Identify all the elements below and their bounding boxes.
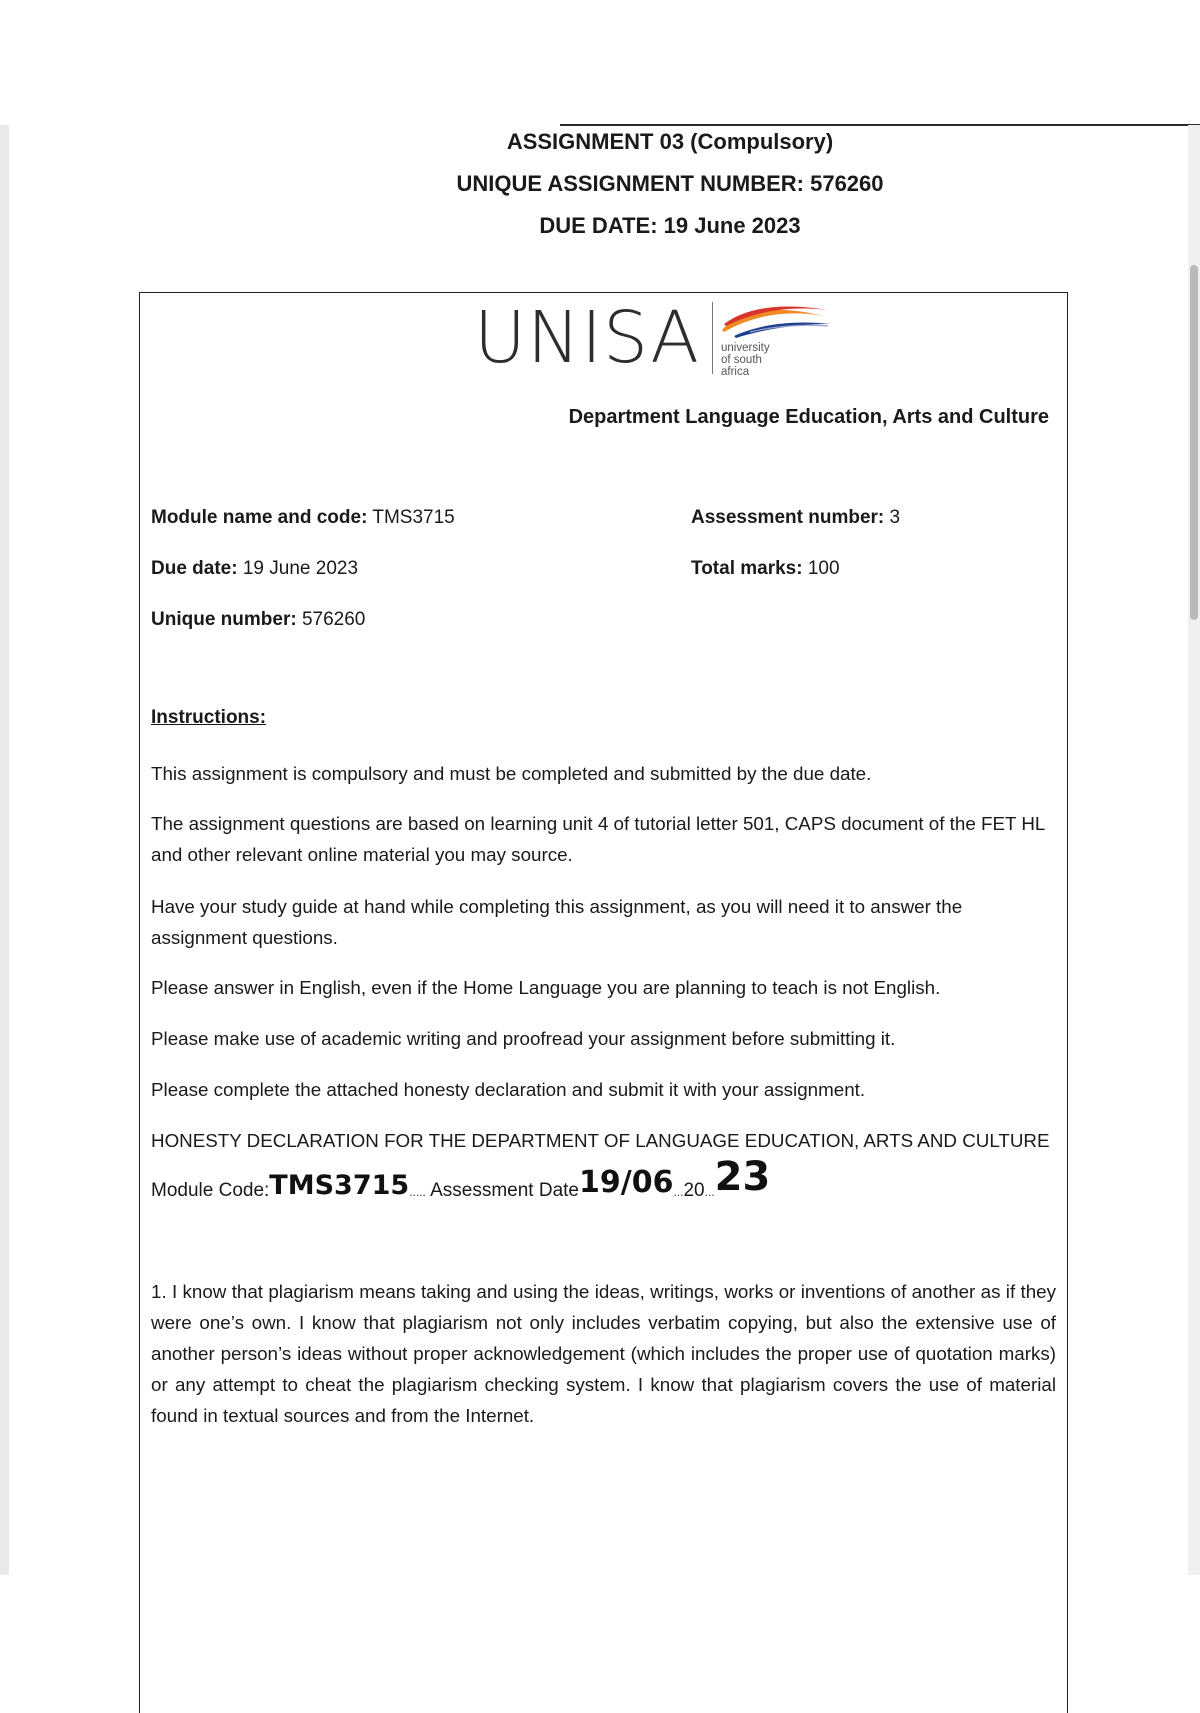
declaration-item-1: 1. I know that plagiarism means taking and using the ideas, writings, works or inventions of another as if they were one’s own. I know that plagiarism not only includes verbatim copying, but also the extensive use of another person’s ideas without proper acknowledgement (which includes the proper use of quotation marks) or any attempt to cheat the plagiarism checking system. I know that plagiarism covers the use of material found in textual sources and from the Internet. [151,1281,1056,1426]
department-name: Department Language Education, Arts and Culture [568,406,1049,428]
declaration-form-line [151,1154,771,1206]
due-label: Due date: [151,558,238,579]
unique-value: 576260 [296,609,366,630]
assessment-label: Assessment number: [691,507,885,528]
instructions-heading: Instructions: [151,707,267,728]
year-handwritten: 23 [714,1154,771,1200]
total-marks-field [691,558,840,580]
year-prefix: 20 [683,1180,705,1201]
due-value: 19 June 2023 [237,558,359,579]
assessment-number-field [691,507,900,529]
unique-number-field [151,609,365,631]
total-value: 100 [802,558,840,579]
assessment-date-handwritten: 19/06 [579,1165,674,1200]
scrollbar-thumb[interactable] [1190,265,1198,620]
dotted-fill: ... [704,1185,715,1199]
scan-top-line [560,124,1200,126]
module-code-label: Module Code: [151,1180,270,1201]
logo-tagline [721,342,770,378]
due-date-heading: DUE DATE: 19 June 2023 [539,213,801,238]
module-name-field [151,507,455,529]
assignment-title: ASSIGNMENT 03 (Compulsory) [506,129,834,154]
unique-assignment-number: UNIQUE ASSIGNMENT NUMBER: 576260 [456,171,884,196]
module-value: TMS3715 [367,507,455,528]
logo-tagline-line2: of south africa [721,354,762,378]
instruction-paragraph: This assignment is compulsory and must be completed and submitted by the due date. [151,763,872,784]
logo-wordmark: UNISA [474,296,700,379]
logo-divider [712,302,713,374]
instruction-paragraph: Have your study guide at hand while completing this assignment, as you will need it to answer the assignment questions. [151,896,963,948]
due-date-field [151,558,358,580]
instruction-paragraph: Please make use of academic writing and proofread your assignment before submitting it. [151,1028,896,1049]
module-code-handwritten: TMS3715 [269,1170,410,1201]
logo-tagline-line1: university [721,342,770,354]
unique-label: Unique number: [151,609,297,630]
scrollbar[interactable] [1188,125,1200,1575]
dotted-fill: ... [673,1185,684,1199]
scan-left-edge [0,125,9,1575]
dotted-fill: ..... [409,1185,426,1199]
instruction-paragraph: The assignment questions are based on learning unit 4 of tutorial letter 501, CAPS document of the FET HL and other relevant online material you may source. [151,813,1045,865]
assessment-value: 3 [884,507,901,528]
unisa-flag-icon [720,302,832,342]
assessment-date-label: Assessment Date [430,1180,579,1201]
module-label: Module name and code: [151,507,368,528]
instruction-paragraph: Please answer in English, even if the Home Language you are planning to teach is not English. [151,977,941,998]
instruction-paragraph: Please complete the attached honesty declaration and submit it with your assignment. [151,1079,866,1100]
total-label: Total marks: [691,558,803,579]
honesty-declaration-heading: HONESTY DECLARATION FOR THE DEPARTMENT OF LANGUAGE EDUCATION, ARTS AND CULTURE [151,1130,1050,1151]
